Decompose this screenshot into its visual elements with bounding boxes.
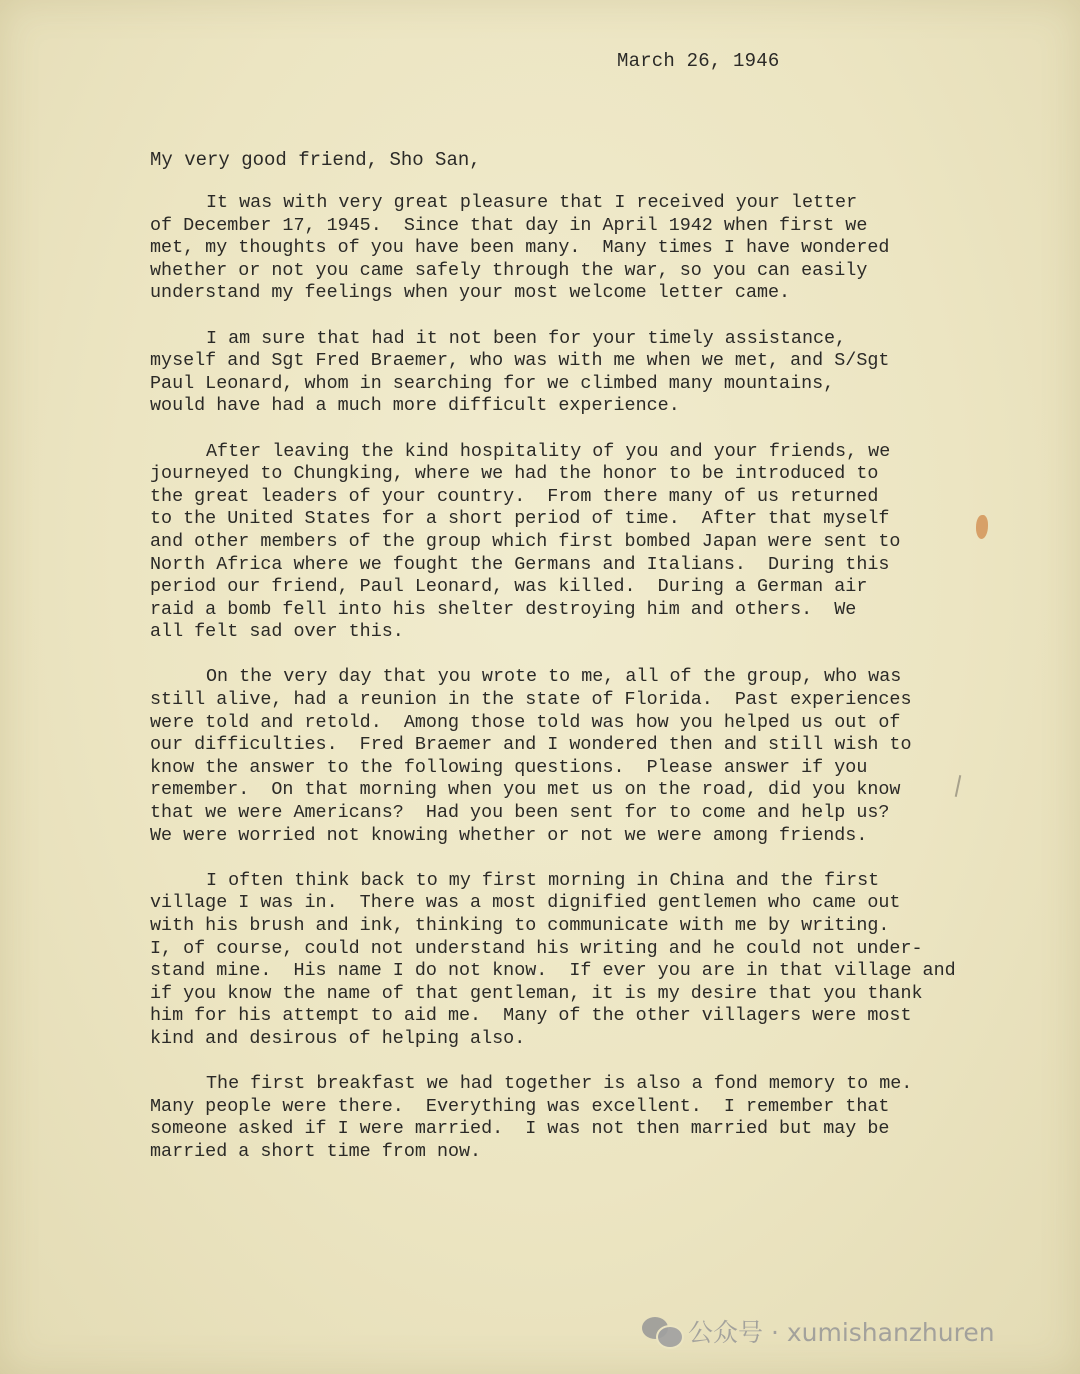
letter-line: myself and Sgt Fred Braemer, who was with me when we met, and S/Sgt <box>150 350 890 372</box>
letter-line: North Africa where we fought the Germans and Italians. During this <box>150 553 890 575</box>
letter-line: our difficulties. Fred Braemer and I wondered then and still wish to <box>150 734 912 756</box>
letter-line: understand my feelings when your most welcome letter came. <box>150 282 791 304</box>
letter-line: village I was in. There was a most dignified gentlemen who came out <box>150 892 901 914</box>
letter-line: if you know the name of that gentleman, it is my desire that you thank <box>150 982 923 1004</box>
letter-line: Many people were there. Everything was excellent. I remember that <box>150 1095 890 1117</box>
letter-line: It was with very great pleasure that I received your letter <box>206 192 858 213</box>
letter-line: The first breakfast we had together is also a fond memory to me. <box>206 1073 913 1095</box>
letter-line: stand mine. His name I do not know. If ever you are in that village and <box>150 960 956 982</box>
letter-line: whether or not you came safely through the war, so you can easily <box>150 259 868 281</box>
letter-date: March 26, 1946 <box>617 50 780 72</box>
letter-paragraph <box>150 328 990 418</box>
letter-line: all felt sad over this. <box>150 621 404 643</box>
letter-body <box>150 192 990 1186</box>
wechat-icon <box>642 1315 680 1347</box>
letter-paragraph <box>150 666 990 847</box>
letter-line: Paul Leonard, whom in searching for we climbed many mountains, <box>150 372 835 394</box>
letter-paragraph <box>150 441 990 644</box>
letter-line: would have had a much more difficult experience. <box>150 395 680 417</box>
letter-line: someone asked if I were married. I was not then married but may be <box>150 1118 890 1140</box>
letter-line: I, of course, could not understand his writing and he could not under- <box>150 937 923 959</box>
letter-line: I often think back to my first morning in China and the first <box>206 869 880 891</box>
letter-line: the great leaders of your country. From there many of us returned <box>150 485 879 507</box>
letter-line: period our friend, Paul Leonard, was killed. During a German air <box>150 576 868 598</box>
letter-line: him for his attempt to aid me. Many of the other villagers were most <box>150 1005 912 1027</box>
letter-line: journeyed to Chungking, where we had the honor to be introduced to <box>150 463 879 485</box>
letter-line: of December 17, 1945. Since that day in April 1942 when first we <box>150 214 868 236</box>
watermark <box>642 1313 995 1349</box>
letter-line: that we were Americans? Had you been sent for to come and help us? <box>150 802 890 824</box>
letter-line: to the United States for a short period of time. After that myself <box>150 508 890 530</box>
letter-line: remember. On that morning when you met us on the road, did you know <box>150 779 901 801</box>
letter-paragraph <box>150 1073 990 1163</box>
letter-paragraph <box>150 870 990 1051</box>
letter-line: We were worried not knowing whether or not we were among friends. <box>150 824 868 846</box>
letter-line: kind and desirous of helping also. <box>150 1027 526 1049</box>
letter-line: I am sure that had it not been for your timely assistance, <box>206 327 847 349</box>
letter-line: After leaving the kind hospitality of you and your friends, we <box>206 440 891 462</box>
letter-line: with his brush and ink, thinking to communicate with me by writing. <box>150 915 890 936</box>
letter-line: met, my thoughts of you have been many. Many times I have wondered <box>150 237 890 259</box>
letter-paragraph <box>150 192 990 305</box>
letter-line: married a short time from now. <box>150 1140 482 1162</box>
letter-line: were told and retold. Among those told was how you helped us out of <box>150 711 901 733</box>
watermark-text: 公众号 · xumishanzhuren <box>688 1318 995 1347</box>
letter-line: and other members of the group which first bombed Japan were sent to <box>150 530 901 552</box>
letter-line: raid a bomb fell into his shelter destroying him and others. We <box>150 598 857 620</box>
letter-line: On the very day that you wrote to me, all of the group, who was <box>206 666 902 688</box>
letter-salutation: My very good friend, Sho San, <box>150 149 481 171</box>
letter-line: know the answer to the following questions. Please answer if you <box>150 756 868 778</box>
letter-line: still alive, had a reunion in the state of Florida. Past experiences <box>150 689 912 711</box>
